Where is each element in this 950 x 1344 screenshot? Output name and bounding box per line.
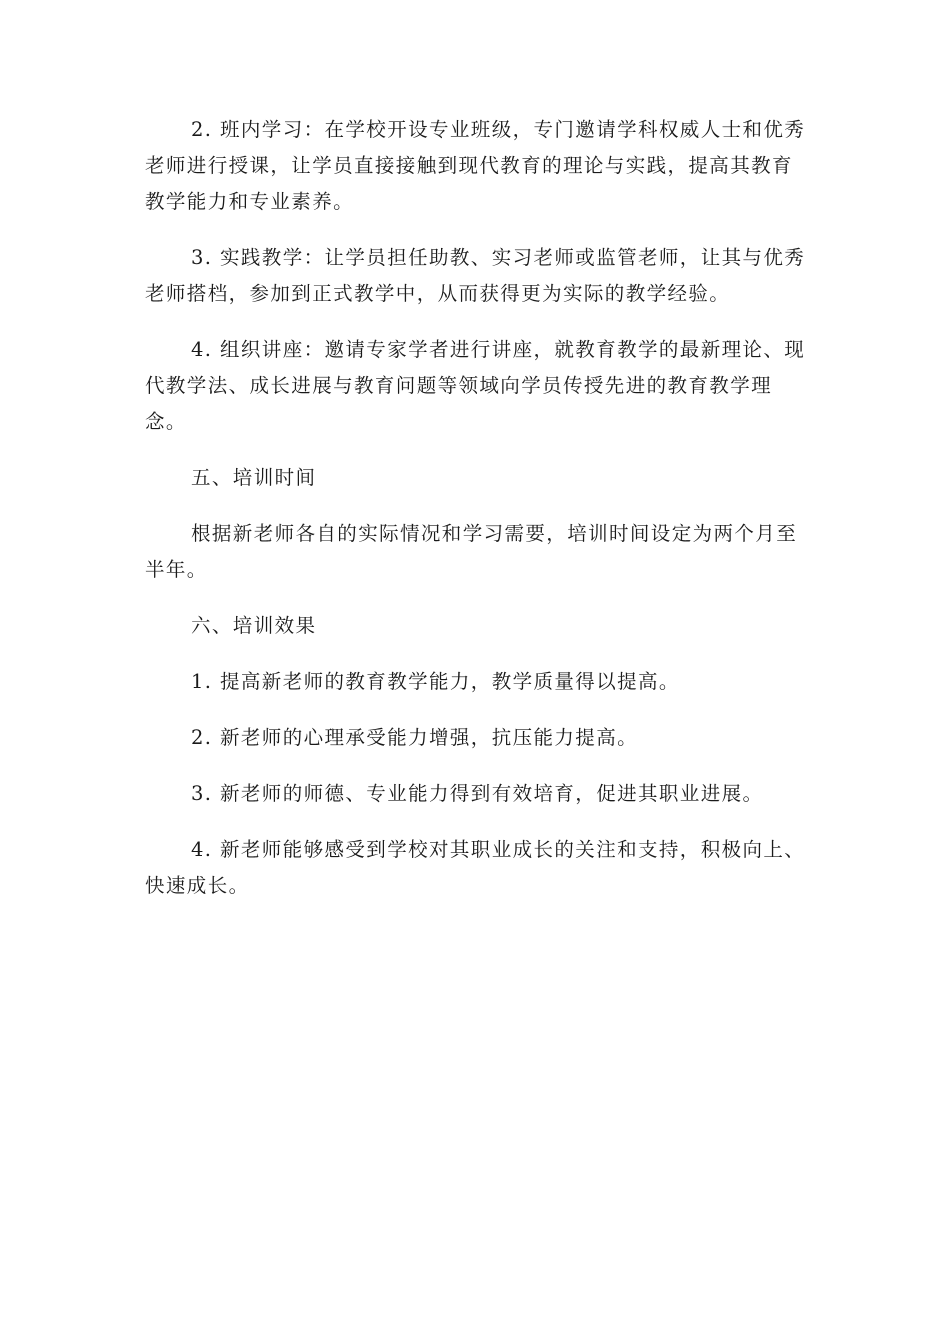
paragraph-effect-4: 4. 新老师能够感受到学校对其职业成长的关注和支持，积极向上、快速成长。	[145, 838, 806, 897]
paragraph-training-time: 根据新老师各自的实际情况和学习需要，培训时间设定为两个月至半年。	[145, 522, 798, 581]
paragraph-practice-teaching: 3. 实践教学：让学员担任助教、实习老师或监管老师，让其与优秀老师搭档，参加到正式教学中，从而获得更为实际的教学经验。	[145, 246, 806, 305]
paragraph-effect-1: 1. 提高新老师的教育教学能力，教学质量得以提高。	[191, 670, 680, 693]
paragraph-lectures: 4. 组织讲座：邀请专家学者进行讲座，就教育教学的最新理论、现代教学法、成长进展与教育问题等领域向学员传授先进的教育教学理念。	[145, 338, 806, 433]
section-heading-training-effect: 六、培训效果	[191, 614, 317, 637]
paragraph-class-study: 2. 班内学习：在学校开设专业班级，专门邀请学科权威人士和优秀老师进行授课，让学员直接接触到现代教育的理论与实践，提高其教育教学能力和专业素养。	[145, 118, 806, 213]
paragraph-effect-3: 3. 新老师的师德、专业能力得到有效培育，促进其职业进展。	[191, 782, 764, 805]
paragraph-effect-2: 2. 新老师的心理承受能力增强，抗压能力提高。	[191, 726, 639, 749]
document-page	[145, 112, 810, 924]
section-heading-training-time: 五、培训时间	[191, 466, 317, 489]
